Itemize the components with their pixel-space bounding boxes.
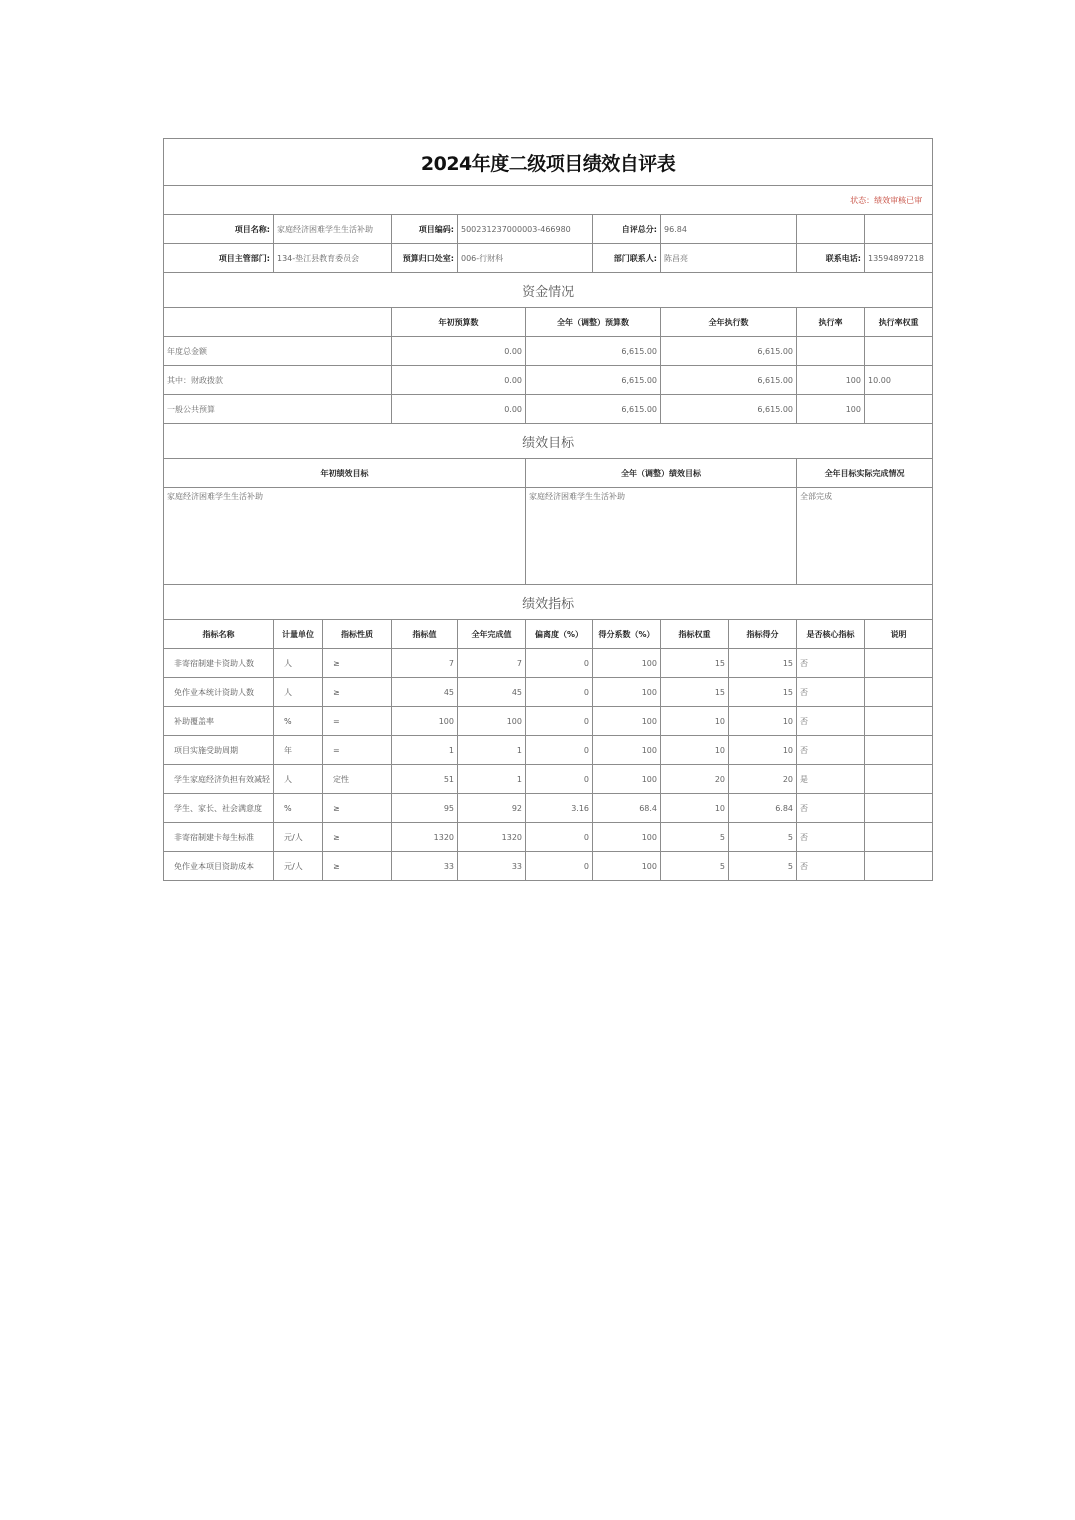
funds-row-weight: [865, 395, 933, 424]
ind-coef: 100: [593, 707, 661, 736]
ind-header-score: 指标得分: [729, 620, 797, 649]
ind-coef: 100: [593, 736, 661, 765]
funds-header-initial: 年初预算数: [392, 308, 526, 337]
funds-header-rate: 执行率: [797, 308, 865, 337]
empty-cell: [865, 215, 933, 244]
ind-actual: 1320: [458, 823, 526, 852]
ind-score: 15: [729, 649, 797, 678]
funds-row-initial: 0.00: [392, 366, 526, 395]
ind-name: 非寄宿制建卡每生标准: [164, 823, 274, 852]
table-row: [164, 852, 933, 881]
office-value: 006-行财科: [458, 244, 593, 273]
ind-unit: %: [274, 794, 323, 823]
ind-actual: 100: [458, 707, 526, 736]
ind-weight: 5: [661, 852, 729, 881]
ind-target: 100: [392, 707, 458, 736]
funds-row: [164, 337, 933, 366]
ind-core: 是: [797, 765, 865, 794]
ind-weight: 15: [661, 678, 729, 707]
indicators-section-title: 绩效指标: [164, 585, 933, 620]
ind-score: 5: [729, 852, 797, 881]
score-label: 自评总分:: [593, 215, 661, 244]
ind-actual: 92: [458, 794, 526, 823]
ind-coef: 68.4: [593, 794, 661, 823]
funds-row-name: 其中：财政拨款: [164, 366, 392, 395]
ind-name: 学生家庭经济负担有效减轻: [164, 765, 274, 794]
funds-row-initial: 0.00: [392, 395, 526, 424]
ind-header-target: 指标值: [392, 620, 458, 649]
ind-core: 否: [797, 736, 865, 765]
ind-name: 免作业本项目资助成本: [164, 852, 274, 881]
ind-header-nature: 指标性质: [323, 620, 392, 649]
ind-deviation: 0: [526, 649, 593, 678]
goals-header-actual: 全年目标实际完成情况: [797, 459, 933, 488]
ind-header-core: 是否核心指标: [797, 620, 865, 649]
funds-row-adjusted: 6,615.00: [526, 366, 661, 395]
ind-coef: 100: [593, 852, 661, 881]
funds-row-executed: 6,615.00: [661, 366, 797, 395]
ind-coef: 100: [593, 649, 661, 678]
ind-actual: 1: [458, 736, 526, 765]
ind-name: 项目实施受助周期: [164, 736, 274, 765]
ind-core: 否: [797, 707, 865, 736]
funds-row-name: 一般公共预算: [164, 395, 392, 424]
goals-section-title: 绩效目标: [164, 424, 933, 459]
ind-header-coef: 得分系数（%）: [593, 620, 661, 649]
ind-nature: ≥: [323, 852, 392, 881]
ind-coef: 100: [593, 678, 661, 707]
ind-note: [865, 649, 933, 678]
page-title: 2024年度二级项目绩效自评表: [164, 139, 933, 186]
funds-header-adjusted: 全年（调整）预算数: [526, 308, 661, 337]
funds-header-row: [164, 308, 933, 337]
ind-score: 10: [729, 736, 797, 765]
ind-core: 否: [797, 852, 865, 881]
ind-note: [865, 852, 933, 881]
ind-note: [865, 823, 933, 852]
indicators-header-row: [164, 620, 933, 649]
ind-coef: 100: [593, 765, 661, 794]
ind-name: 补助覆盖率: [164, 707, 274, 736]
funds-header-executed: 全年执行数: [661, 308, 797, 337]
ind-header-note: 说明: [865, 620, 933, 649]
office-label: 预算归口处室:: [392, 244, 458, 273]
ind-nature: =: [323, 736, 392, 765]
table-row: [164, 678, 933, 707]
ind-weight: 20: [661, 765, 729, 794]
info-row-2: [164, 244, 933, 273]
table-row: [164, 823, 933, 852]
ind-unit: %: [274, 707, 323, 736]
funds-row-rate: 100: [797, 395, 865, 424]
ind-note: [865, 794, 933, 823]
ind-unit: 人: [274, 649, 323, 678]
ind-target: 1: [392, 736, 458, 765]
project-code-label: 项目编码:: [392, 215, 458, 244]
ind-actual: 33: [458, 852, 526, 881]
ind-nature: 定性: [323, 765, 392, 794]
goals-header-row: [164, 459, 933, 488]
funds-row-weight: 10.00: [865, 366, 933, 395]
project-code-value: 500231237000003-466980: [458, 215, 593, 244]
ind-core: 否: [797, 649, 865, 678]
ind-core: 否: [797, 678, 865, 707]
funds-row-weight: [865, 337, 933, 366]
contact-label: 部门联系人:: [593, 244, 661, 273]
project-name-label: 项目名称:: [164, 215, 274, 244]
ind-unit: 人: [274, 678, 323, 707]
goal-initial-text: 家庭经济困难学生生活补助: [164, 488, 526, 585]
funds-row-executed: 6,615.00: [661, 337, 797, 366]
table-row: [164, 765, 933, 794]
ind-weight: 10: [661, 736, 729, 765]
table-row: [164, 794, 933, 823]
phone-label: 联系电话:: [797, 244, 865, 273]
dept-value: 134-垫江县教育委员会: [274, 244, 392, 273]
funds-row: [164, 395, 933, 424]
ind-target: 1320: [392, 823, 458, 852]
funds-row-rate: 100: [797, 366, 865, 395]
evaluation-table: [163, 138, 933, 881]
funds-row-adjusted: 6,615.00: [526, 395, 661, 424]
goal-adjusted-text: 家庭经济困难学生生活补助: [526, 488, 797, 585]
ind-target: 33: [392, 852, 458, 881]
ind-deviation: 3.16: [526, 794, 593, 823]
funds-row-adjusted: 6,615.00: [526, 337, 661, 366]
ind-deviation: 0: [526, 736, 593, 765]
ind-header-deviation: 偏离度（%）: [526, 620, 593, 649]
ind-name: 非寄宿制建卡资助人数: [164, 649, 274, 678]
project-name-value: 家庭经济困难学生生活补助: [274, 215, 392, 244]
goals-header-adjusted: 全年（调整）绩效目标: [526, 459, 797, 488]
ind-header-weight: 指标权重: [661, 620, 729, 649]
funds-row-name: 年度总金额: [164, 337, 392, 366]
funds-row: [164, 366, 933, 395]
ind-score: 15: [729, 678, 797, 707]
ind-core: 否: [797, 794, 865, 823]
ind-deviation: 0: [526, 707, 593, 736]
ind-name: 免作业本统计资助人数: [164, 678, 274, 707]
funds-header-blank: [164, 308, 392, 337]
funds-row-rate: [797, 337, 865, 366]
ind-deviation: 0: [526, 678, 593, 707]
table-row: [164, 736, 933, 765]
ind-name: 学生、家长、社会满意度: [164, 794, 274, 823]
ind-note: [865, 736, 933, 765]
ind-note: [865, 678, 933, 707]
ind-unit: 元/人: [274, 852, 323, 881]
ind-header-name: 指标名称: [164, 620, 274, 649]
info-row-1: [164, 215, 933, 244]
ind-header-unit: 计量单位: [274, 620, 323, 649]
empty-cell: [797, 215, 865, 244]
ind-weight: 10: [661, 707, 729, 736]
ind-score: 10: [729, 707, 797, 736]
ind-unit: 人: [274, 765, 323, 794]
ind-nature: ≥: [323, 794, 392, 823]
status-text: 状态：绩效审核已审: [164, 186, 933, 215]
goals-header-initial: 年初绩效目标: [164, 459, 526, 488]
score-value: 96.84: [661, 215, 797, 244]
evaluation-sheet: [163, 138, 932, 881]
funds-row-initial: 0.00: [392, 337, 526, 366]
ind-core: 否: [797, 823, 865, 852]
table-row: [164, 707, 933, 736]
ind-header-actual: 全年完成值: [458, 620, 526, 649]
contact-value: 陈昌亮: [661, 244, 797, 273]
ind-coef: 100: [593, 823, 661, 852]
ind-score: 5: [729, 823, 797, 852]
ind-unit: 年: [274, 736, 323, 765]
ind-nature: ≥: [323, 649, 392, 678]
ind-deviation: 0: [526, 823, 593, 852]
funds-header-weight: 执行率权重: [865, 308, 933, 337]
table-row: [164, 649, 933, 678]
goal-actual-text: 全部完成: [797, 488, 933, 585]
ind-target: 45: [392, 678, 458, 707]
ind-nature: =: [323, 707, 392, 736]
ind-nature: ≥: [323, 678, 392, 707]
ind-target: 95: [392, 794, 458, 823]
ind-note: [865, 707, 933, 736]
ind-score: 6.84: [729, 794, 797, 823]
funds-row-executed: 6,615.00: [661, 395, 797, 424]
funds-section-title: 资金情况: [164, 273, 933, 308]
ind-target: 51: [392, 765, 458, 794]
ind-score: 20: [729, 765, 797, 794]
ind-weight: 10: [661, 794, 729, 823]
ind-weight: 15: [661, 649, 729, 678]
ind-unit: 元/人: [274, 823, 323, 852]
ind-actual: 45: [458, 678, 526, 707]
ind-nature: ≥: [323, 823, 392, 852]
ind-note: [865, 765, 933, 794]
ind-weight: 5: [661, 823, 729, 852]
ind-target: 7: [392, 649, 458, 678]
ind-deviation: 0: [526, 852, 593, 881]
ind-actual: 1: [458, 765, 526, 794]
ind-deviation: 0: [526, 765, 593, 794]
dept-label: 项目主管部门:: [164, 244, 274, 273]
phone-value: 13594897218: [865, 244, 933, 273]
ind-actual: 7: [458, 649, 526, 678]
goals-content-row: [164, 488, 933, 585]
